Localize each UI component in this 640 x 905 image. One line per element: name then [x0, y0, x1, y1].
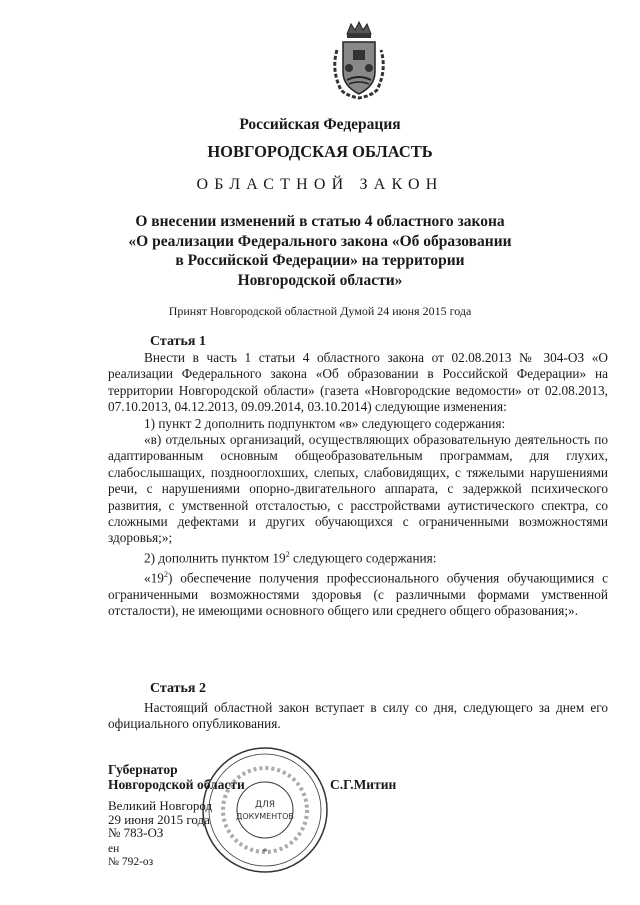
article-1-item-1: 1) пункт 2 дополнить подпунктом «в» следующего содержания: [144, 415, 506, 431]
governor-name: С.Г.Митин [330, 777, 397, 792]
article-2-heading: Статья 2 [150, 681, 206, 696]
region-name: НОВГОРОДСКАЯ ОБЛАСТЬ [207, 142, 433, 161]
governor-title-line: Новгородской области [108, 777, 245, 792]
governor-title [108, 762, 245, 792]
article-1-heading: Статья 1 [150, 334, 206, 349]
superscript: 2 [163, 569, 168, 579]
place-date-block [108, 799, 212, 840]
law-title-line: в Российской Федерации» на территории [175, 252, 465, 269]
article-1-item-2 [108, 547, 608, 567]
law-title-line: О внесении изменений в статью 4 областного закона [135, 213, 505, 230]
adoption-note: Принят Новгородской областной Думой 24 июня 2015 года [168, 304, 472, 318]
law-title-line: Новгородской области» [237, 271, 403, 289]
law-title-line: «О реализации Федерального закона «Об образовании [128, 232, 512, 250]
article-1-intro: Внести в часть 1 статьи 4 областного закона от 02.08.2013 № 304-ОЗ «О реализации Федерального закона «Об образовании в Российской Федерации» на территории Новгородской области» (газета «Новгородские ведомости» от 02.08.2013, 07.10.2013, 04.12.2013, 09.09.2014, 03.10.2014) следующие изменения: [108, 350, 608, 415]
footer-line: № 792-оз [108, 856, 154, 868]
item-2-body: ) обеспечение получения профессионального обучения обучающимися с ограниченными возможностями здоровья (с различными формами умственной отсталости), не имеющими основного общего или среднего общего образования;». [108, 570, 608, 618]
superscript: 2 [285, 549, 290, 559]
governor-title-line: Губернатор [108, 762, 178, 777]
coat-of-arms-icon [329, 20, 389, 100]
article-1-item-2-text [108, 567, 608, 620]
law-type: ОБЛАСТНОЙ ЗАКОН [196, 176, 444, 193]
law-title [40, 212, 600, 290]
footer-note [108, 843, 153, 869]
item-2-body: «19 [144, 570, 164, 586]
article-1-body [108, 350, 608, 619]
article-1-item-1-text: «в) отдельных организаций, осуществляющих образовательную деятельность по адаптированным основным общеобразовательным программам, для глухих, слабослышащих, позднооглохших, слепых, слабовидящих, с тяжелыми нарушениями речи, с нарушениями опорно-двигательного аппарата, с задержкой психического развития, с умственной отсталостью, с расстройствами аутистического спектра, со сложными дефектами и других обучающихся с ограниченными возможностями здоровья;»; [108, 432, 608, 546]
article-2-text: Настоящий областной закон вступает в силу со дня, следующего за днем его официального опубликования. [108, 700, 608, 732]
article-2-body [108, 700, 608, 733]
svg-text:*: * [262, 847, 268, 858]
footer-line: ен [108, 843, 120, 855]
item-2-text: 2) дополнить пунктом 19 [144, 550, 286, 566]
stamp-text: ДОКУМЕНТОВ [236, 812, 294, 821]
law-number: № 783-ОЗ [108, 825, 164, 840]
stamp-text: ДЛЯ [254, 800, 276, 810]
country-name: Российская Федерация [239, 116, 401, 133]
signing-date: 29 июня 2015 года [108, 811, 210, 827]
item-2-text: следующего содержания: [289, 550, 437, 566]
city: Великий Новгород [108, 798, 213, 813]
